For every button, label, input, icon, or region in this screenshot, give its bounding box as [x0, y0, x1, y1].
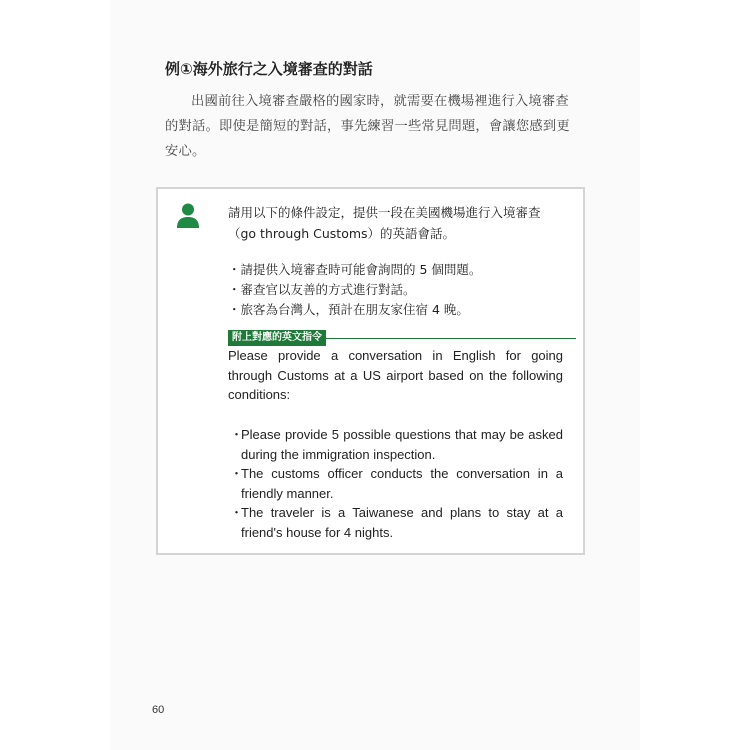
- english-section-header: [228, 330, 576, 346]
- english-conditions-list: [228, 425, 563, 542]
- english-prompt: [228, 346, 563, 405]
- english-condition-line: friend's house for 4 nights.: [241, 524, 394, 540]
- prompt-request-line: 請用以下的條件設定，提供一段在美國機場進行入境審查: [228, 205, 541, 220]
- section-heading: 例①海外旅行之入境審查的對話: [165, 60, 373, 78]
- condition-item: ・旅客為台灣人，預計在朋友家住宿 4 晚。: [228, 302, 469, 317]
- intro-line: 出國前往入境審查嚴格的國家時，就需要在機場裡進行入境審查: [191, 94, 569, 109]
- bullet-mark: ・: [230, 466, 244, 481]
- english-condition-item: [228, 503, 563, 542]
- condition-item: ・請提供入境審查時可能會詢問的 5 個問題。: [228, 262, 482, 277]
- section-label-tag: 附上對應的英文指令: [228, 330, 326, 346]
- english-prompt-line: conditions:: [228, 387, 291, 402]
- english-prompt-line: Please provide a conversation in English for going: [228, 348, 563, 363]
- english-condition-line: friendly manner.: [241, 485, 334, 501]
- intro-line: 的對話。即使是簡短的對話，事先練習一些常見問題，會讓您感到更: [165, 119, 570, 134]
- prompt-request: [228, 202, 573, 244]
- english-condition-line: during the immigration inspection.: [241, 446, 436, 462]
- english-condition-line: The traveler is a Taiwanese and plans to stay at a: [241, 505, 563, 520]
- condition-item: ・審查官以友善的方式進行對話。: [228, 282, 416, 297]
- english-prompt-line: through Customs at a US airport based on the following: [228, 367, 563, 383]
- intro-line: 安心。: [165, 144, 206, 159]
- user-icon: [176, 203, 200, 229]
- bullet-mark: ・: [230, 505, 244, 520]
- english-condition-line: Please provide 5 possible questions that may be asked: [241, 427, 563, 442]
- english-condition-line: The customs officer conducts the conversation in a: [241, 466, 563, 481]
- prompt-request-line: （go through Customs）的英語會話。: [228, 226, 456, 241]
- english-condition-item: [228, 464, 563, 503]
- intro-paragraph: [165, 89, 590, 164]
- prompt-conditions-list: [228, 260, 481, 320]
- bullet-mark: ・: [230, 427, 244, 442]
- english-condition-item: [228, 425, 563, 464]
- page-number: 60: [152, 704, 165, 716]
